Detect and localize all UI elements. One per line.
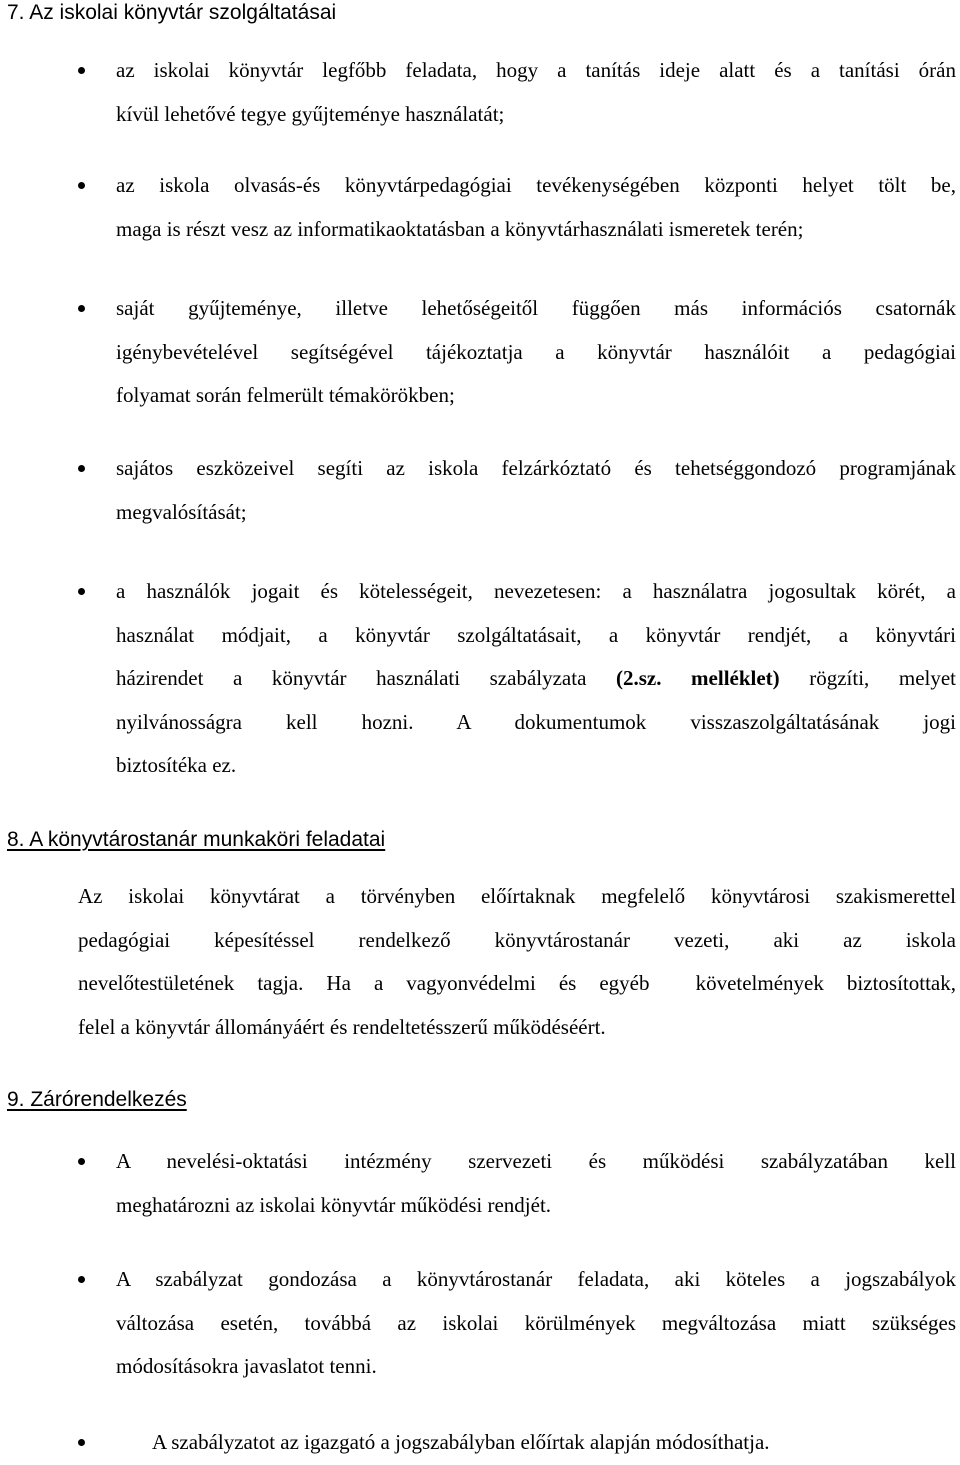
item-text: házirendet a könyvtár használati szabályzata	[116, 666, 616, 690]
item-line: módosításokra javaslatot tenni.	[116, 1354, 377, 1378]
section-7-heading: 7. Az iskolai könyvtár szolgáltatásai	[7, 1, 337, 24]
item-line: az iskolai könyvtár legfőbb feladata, hogy a tanítás ideje alatt és a tanítási órán	[116, 58, 956, 82]
list-item	[152, 1421, 956, 1465]
paragraph-line: nevelőtestületének tagja. Ha a vagyonvédelmi és egyéb követelmények biztosítottak,	[78, 971, 956, 995]
item-line: sajátos eszközeivel segíti az iskola felzárkóztató és tehetséggondozó programjának	[116, 456, 956, 480]
item-text: rögzíti, melyet	[779, 666, 957, 690]
bullet-icon	[78, 1158, 85, 1165]
item-line: saját gyűjteménye, illetve lehetőségeitől függően más információs csatornák	[116, 296, 956, 320]
bullet-icon	[78, 588, 85, 595]
item-line: biztosítéka ez.	[116, 753, 237, 777]
bullet-icon	[78, 305, 85, 312]
bullet-icon	[78, 67, 85, 74]
item-line: maga is részt vesz az informatikaoktatásban a könyvtárhasználati ismeretek terén;	[116, 216, 804, 241]
item-line: használat módjait, a könyvtár szolgáltatásait, a könyvtár rendjét, a könyvtári	[116, 622, 956, 647]
list-item	[116, 1140, 956, 1227]
item-line: folyamat során felmerült témakörökben;	[116, 383, 455, 407]
paragraph-line: Az iskolai könyvtárat a törvényben előírtaknak megfelelő könyvtárosi szakismerettel	[78, 884, 956, 908]
list-item	[116, 164, 956, 251]
bullet-icon	[78, 1276, 85, 1283]
item-text	[661, 666, 691, 690]
item-line: igénybevételével segítségével tájékoztatja a könyvtár használóit a pedagógiai	[116, 339, 956, 364]
paragraph-line: felel a könyvtár állományáért és rendeltetésszerű működéséért.	[78, 1014, 606, 1039]
item-line	[116, 657, 956, 701]
bullet-icon	[78, 1439, 85, 1446]
section-9-heading: 9. Zárórendelkezés	[7, 1088, 187, 1111]
bullet-icon	[78, 465, 85, 472]
list-item	[116, 287, 956, 418]
item-line: megvalósítását;	[116, 499, 247, 524]
bullet-icon	[78, 182, 85, 189]
list-item	[116, 570, 956, 788]
list-item	[116, 49, 956, 136]
paragraph-line: pedagógiai képesítéssel rendelkező könyvtárostanár vezeti, aki az iskola	[78, 927, 956, 952]
list-item	[116, 1258, 956, 1389]
item-line: meghatározni az iskolai könyvtár működési rendjét.	[116, 1192, 552, 1217]
item-line: nyilvánosságra kell hozni. A dokumentumok visszaszolgáltatásának jogi	[116, 709, 956, 734]
section-8-paragraph	[78, 875, 956, 1049]
item-line: A nevelési-oktatási intézmény szervezeti és működési szabályzatában kell	[116, 1149, 956, 1173]
section-8-heading: 8. A könyvtárostanár munkaköri feladatai	[7, 828, 386, 851]
item-line: az iskola olvasás-és könyvtárpedagógiai tevékenységében központi helyet tölt be,	[116, 173, 956, 197]
annex-reference: melléklet)	[691, 666, 780, 690]
item-line: változása esetén, továbbá az iskolai körülmények megváltozása miatt szükséges	[116, 1310, 956, 1335]
list-item	[116, 447, 956, 534]
item-line: A szabályzat gondozása a könyvtárostanár feladata, aki köteles a jogszabályok	[116, 1267, 956, 1291]
annex-reference: (2.sz.	[615, 666, 662, 690]
item-line: a használók jogait és kötelességeit, nevezetesen: a használatra jogosultak körét, a	[116, 579, 956, 603]
item-line: kívül lehetővé tegye gyűjteménye használatát;	[116, 101, 505, 126]
item-line: A szabályzatot az igazgató a jogszabályban előírtak alapján módosíthatja.	[152, 1430, 770, 1454]
